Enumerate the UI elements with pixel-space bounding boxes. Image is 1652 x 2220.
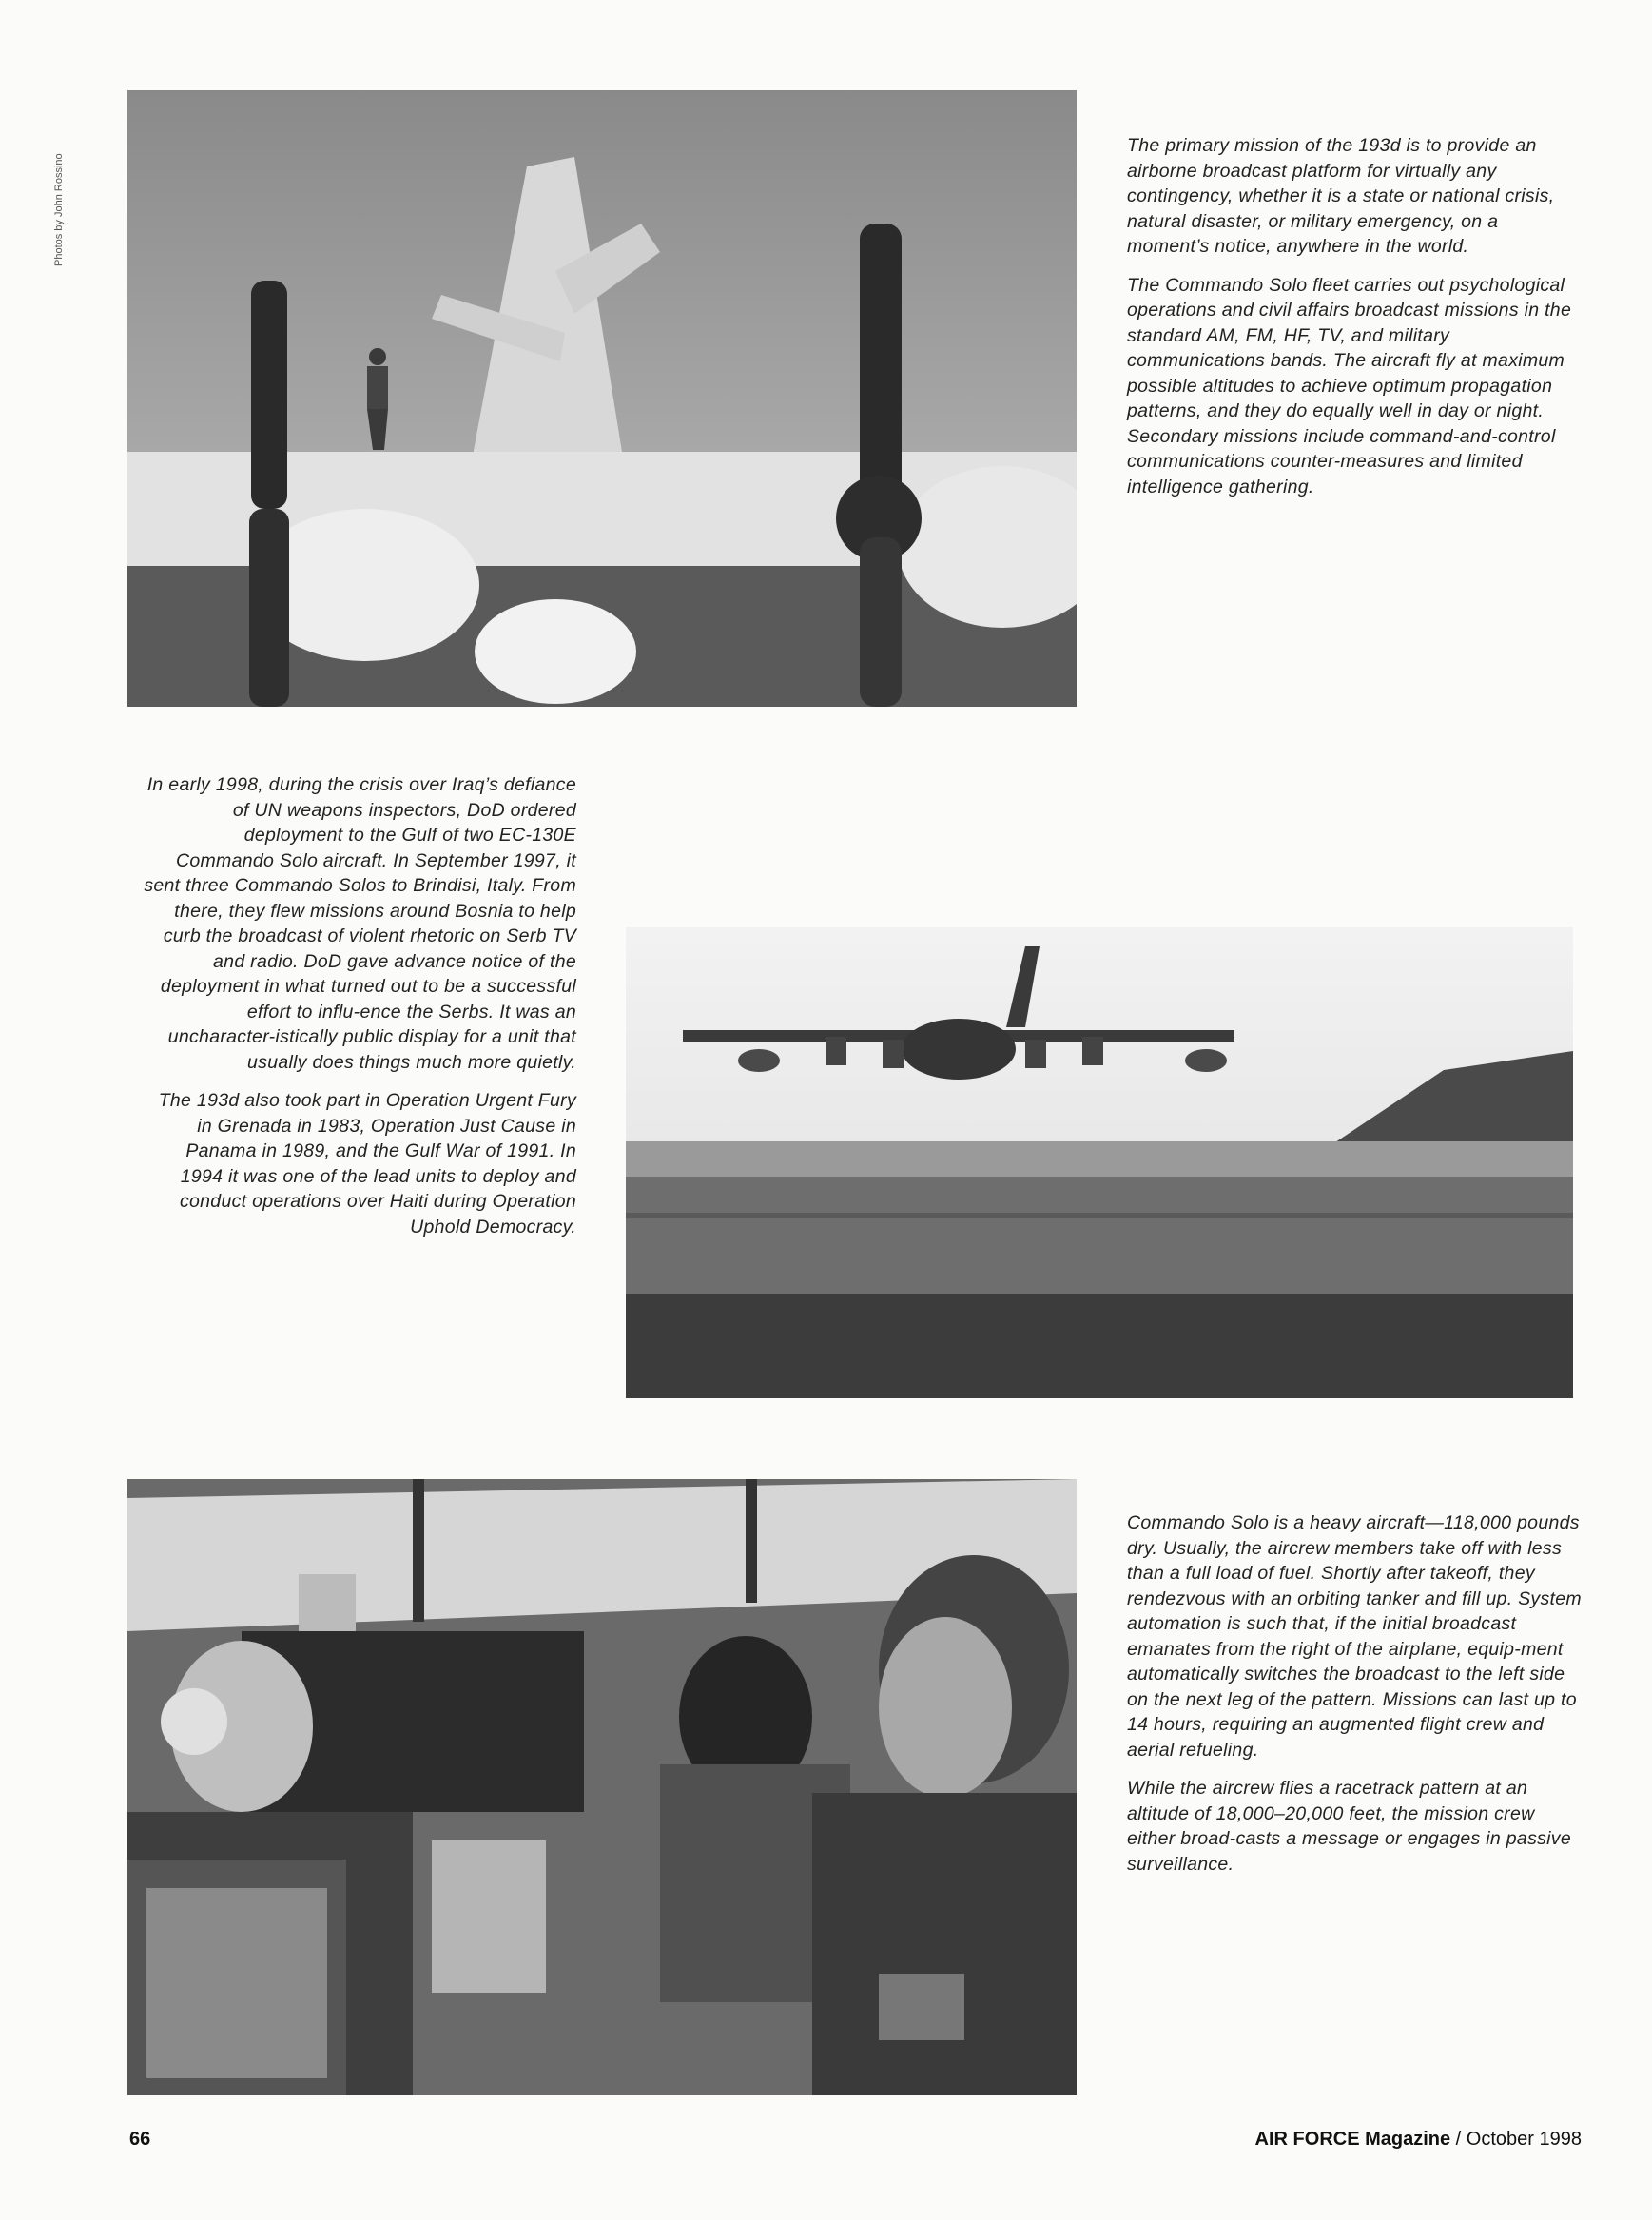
footer-separator: / — [1450, 2129, 1467, 2150]
issue-date: October 1998 — [1466, 2129, 1582, 2150]
caption-top-paragraph-1: The primary mission of the 193d is to provide an airborne broadcast platform for virtually any contingency, whether it is a state or national crisis, natural disaster, or military emergency, on a moment’s notice, anywhere in the world. — [1127, 135, 1555, 257]
caption-middle-paragraph-1: In early 1998, during the crisis over Iraq’s defiance of UN weapons inspectors, DoD ordered deployment to the Gulf of two EC-130E Commando Solo aircraft. In September 1997, it sent three Commando Solos to Brindisi, Italy. From there, they flew missions around Bosnia to help curb the broadcast of violent rhetoric on Serb TV and radio. DoD gave advance notice of the deployment in what turned out to be a successful effort to influ-ence the Serbs. It was an uncharacter-istically public display for a unit that usually does things much more quietly. — [144, 774, 576, 1073]
caption-top — [1127, 133, 1584, 513]
caption-bottom-paragraph-2: While the aircrew flies a racetrack pattern at an altitude of 18,000–20,000 feet, the mission crew either broad-casts a message or engages in passive surveillance. — [1127, 1778, 1572, 1875]
caption-bottom — [1127, 1510, 1584, 1890]
caption-bottom-paragraph-1: Commando Solo is a heavy aircraft—118,000 pounds dry. Usually, the aircrew members take off with less than a full load of fuel. Shortly after takeoff, they rendezvous with an orbiting tanker and fill up. System automation is such that, if the initial broadcast emanates from the right of the airplane, equip-ment automatically switches the broadcast to the left side on the next leg of the pattern. Missions can last up to 14 hours, requiring an augmented flight crew and aerial refueling. — [1127, 1512, 1582, 1761]
magazine-name: AIR FORCE Magazine — [1254, 2129, 1451, 2150]
caption-top-paragraph-2: The Commando Solo fleet carries out psychological operations and civil affairs broadcast missions in the standard AM, FM, HF, TV, and military communications bands. The aircraft fly at maximum possible altitudes to achieve optimum propagation patterns, and they do equally well in day or night. Secondary missions include command-and-control communications counter-measures and limited intelligence gathering. — [1127, 274, 1572, 497]
photo-aircraft-wing — [127, 90, 1077, 707]
caption-middle-paragraph-2: The 193d also took part in Operation Urgent Fury in Grenada in 1983, Operation Just Cause in Panama in 1989, and the Gulf War of 1991. In 1994 it was one of the lead units to deploy and conduct operations over Haiti during Operation Uphold Democracy. — [158, 1090, 576, 1237]
photo-cockpit-crew — [127, 1479, 1077, 2095]
photo-aircraft-takeoff — [626, 927, 1573, 1398]
caption-middle — [143, 772, 576, 1253]
page-number: 66 — [129, 2129, 151, 2150]
footer-masthead — [1255, 2129, 1582, 2151]
photo-credit: Photos by John Rossino — [53, 153, 65, 266]
